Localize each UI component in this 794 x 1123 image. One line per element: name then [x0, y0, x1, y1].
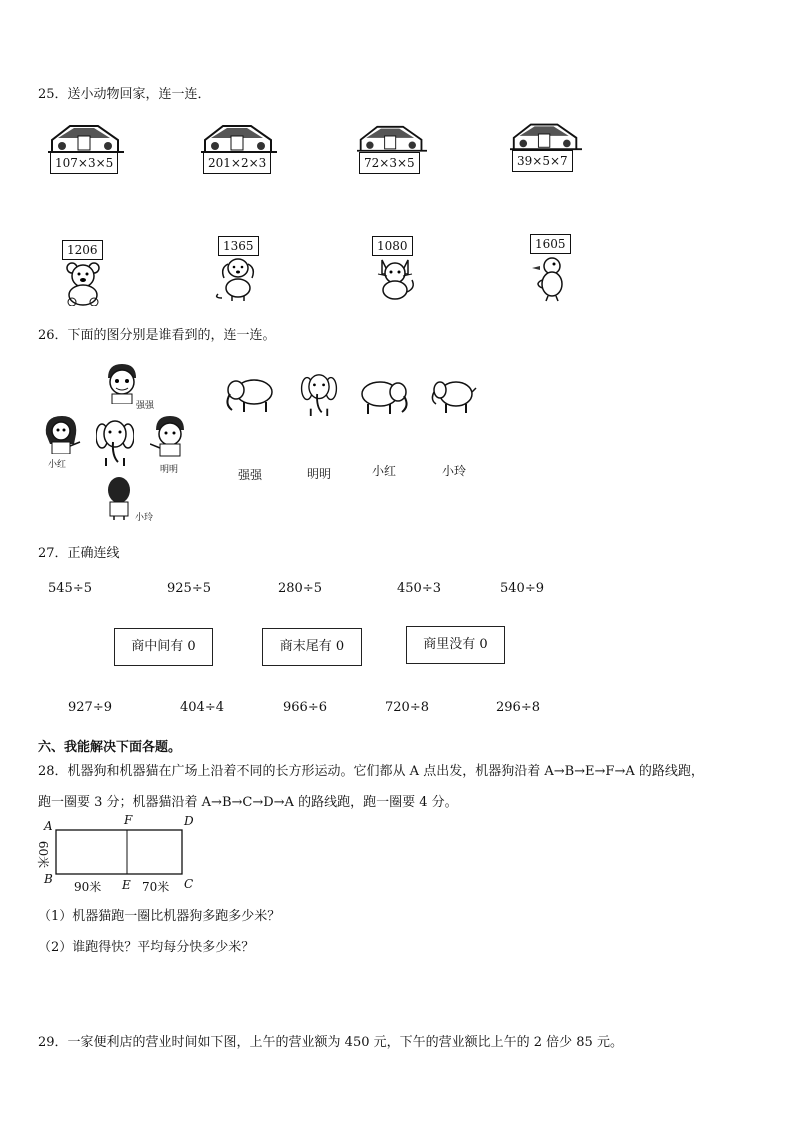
q27-title: 27．正确连线 — [38, 546, 120, 561]
q28-sub-2: （2）谁跑得快？平均每分快多少米？ — [38, 940, 255, 955]
boy-face-icon — [104, 364, 140, 404]
point-c: C — [184, 877, 194, 891]
bear-icon — [64, 262, 104, 306]
result-box-middle-zero: 商中间有 0 — [114, 628, 213, 666]
elephant-side-right-icon — [360, 378, 412, 416]
q28-line-1: 28．机器狗和机器猫在广场上沿着不同的长方形运动。它们都从 A 点出发，机器狗沿着 A→B→E→F→A 的路线跑， — [38, 764, 704, 779]
point-e: E — [122, 878, 131, 892]
cat-icon — [372, 258, 418, 300]
top-expression: 450÷3 — [397, 581, 441, 596]
rectangle-diagram — [36, 812, 206, 896]
view-name-2: 明明 — [307, 467, 332, 481]
house-roof-icon — [201, 118, 277, 154]
result-box-end-zero: 商末尾有 0 — [262, 628, 362, 666]
bottom-expression: 720÷8 — [385, 700, 429, 715]
top-expression: 280÷5 — [278, 581, 322, 596]
animal-number: 1365 — [218, 236, 259, 256]
elephant-front-icon — [298, 372, 340, 416]
house-expression: 72×3×5 — [359, 152, 420, 174]
girl-face-icon — [44, 414, 82, 454]
elephant-back-icon — [430, 378, 478, 414]
q26-title: 26．下面的图分别是谁看到的，连一连。 — [38, 328, 276, 343]
left-length-label: 90米 — [74, 880, 102, 894]
point-a: A — [44, 819, 53, 833]
house-roof-icon — [48, 118, 124, 154]
house-2 — [201, 118, 277, 170]
bottom-expression: 927÷9 — [68, 700, 112, 715]
child-label-qiangqiang: 强强 — [136, 401, 155, 411]
house-expression: 39×5×7 — [512, 150, 573, 172]
point-f: F — [124, 813, 133, 827]
animal-bird — [530, 234, 590, 304]
top-expression: 545÷5 — [48, 581, 92, 596]
child-label-mingming: 明明 — [160, 465, 179, 475]
boy-face-icon — [150, 416, 188, 458]
section-heading: 六、我能解决下面各题。 — [38, 740, 182, 755]
house-roof-icon — [357, 118, 427, 154]
animal-dog — [218, 236, 278, 304]
point-d: D — [184, 814, 194, 828]
child-label-xiaohong: 小红 — [48, 460, 67, 470]
girl-back-icon — [104, 476, 134, 520]
house-3 — [357, 118, 427, 170]
bottom-expression: 966÷6 — [283, 700, 327, 715]
animal-cat — [372, 236, 432, 304]
q28-sub-1: （1）机器猫跑一圈比机器狗多跑多少米？ — [38, 909, 281, 924]
point-b: B — [44, 872, 53, 886]
top-expression: 925÷5 — [167, 581, 211, 596]
view-name-3: 小红 — [372, 464, 397, 478]
house-expression: 201×2×3 — [203, 152, 271, 174]
elephant-front-icon — [96, 418, 134, 466]
height-label: 60米 — [36, 840, 51, 869]
child-label-xiaoling: 小玲 — [135, 513, 154, 523]
animal-number: 1605 — [530, 234, 571, 254]
house-4 — [510, 116, 582, 168]
rectangle-figure — [36, 812, 206, 896]
elephant-side-left-icon — [222, 376, 274, 414]
q25-title: 25．送小动物回家，连一连． — [38, 87, 211, 102]
animal-number: 1080 — [372, 236, 413, 256]
bottom-expression: 404÷4 — [180, 700, 224, 715]
bottom-expression: 296÷8 — [496, 700, 540, 715]
q29-text: 29．一家便利店的营业时间如下图，上午的营业额为 450 元，下午的营业额比上午的 2 倍少 85 元。 — [38, 1035, 623, 1050]
house-roof-icon — [510, 116, 582, 152]
result-box-no-zero: 商里没有 0 — [406, 626, 505, 664]
view-name-4: 小玲 — [442, 464, 467, 478]
animal-number: 1206 — [62, 240, 103, 260]
view-name-1: 强强 — [238, 468, 263, 482]
top-expression: 540÷9 — [500, 581, 544, 596]
house-1 — [48, 118, 124, 170]
q28-line-2: 跑一圈要 3 分；机器猫沿着 A→B→C→D→A 的路线跑，跑一圈要 4 分。 — [38, 795, 458, 810]
house-expression: 107×3×5 — [50, 152, 118, 174]
dog-icon — [212, 258, 262, 302]
animal-bear — [62, 240, 112, 308]
right-length-label: 70米 — [142, 880, 170, 894]
bird-icon — [530, 256, 570, 302]
